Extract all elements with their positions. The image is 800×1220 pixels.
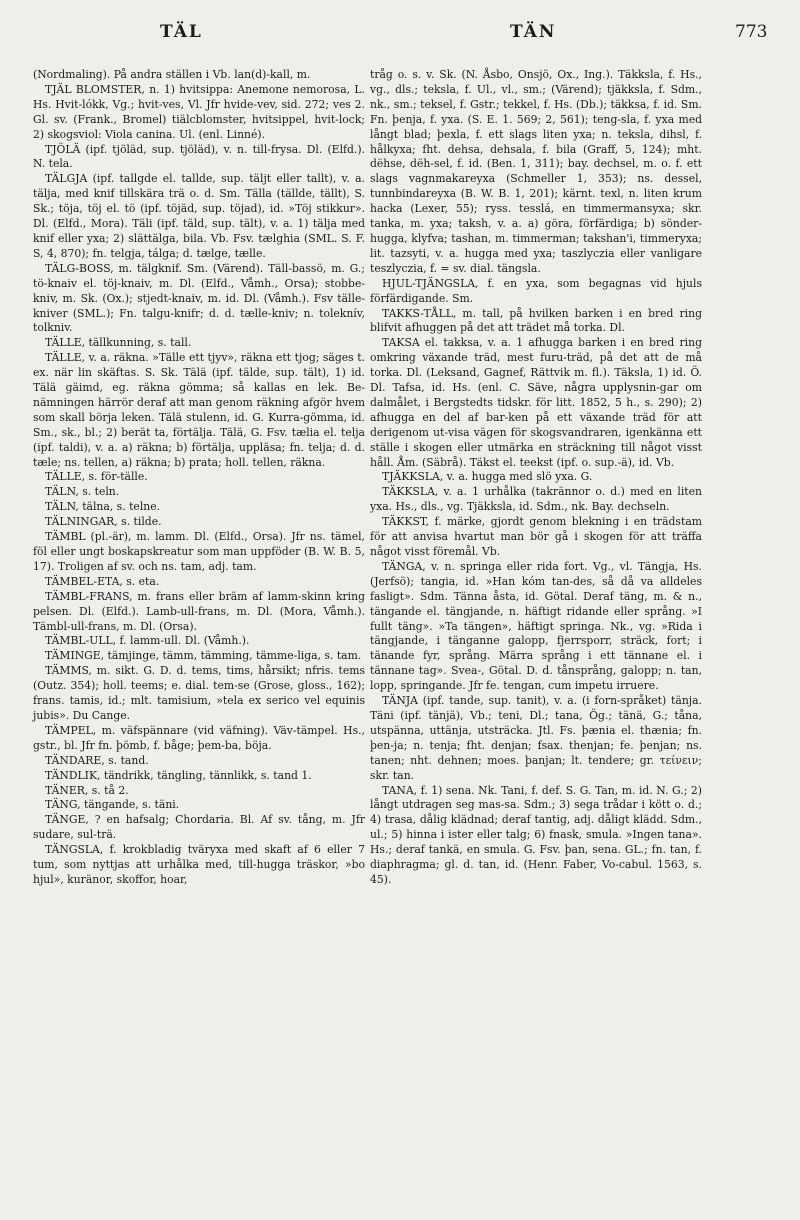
entry: TÄMPEL, m. väfspännare (vid väfning). Väv-tämpel. Hs., gstr., bl. Jfr fn. þömb, f. båge; þem-ba, böja. (33, 723, 365, 752)
entry: TÄMBL-ULL, f. lamm-ull. Dl. (Våmh.). (45, 634, 250, 648)
entry: TJÄL BLOMSTER, n. 1) hvitsippa: Anemone nemorosa, L. Hs. Hvit-lókk, Vg.; hvit-ves, Vl. Jfr hvide-vev, sid. 272; ves 2. Gl. sv. (Frank., Bromel) tiälcblomster, hvitsippel, hvit-lock; 2) skogsviol: Viola canina. Ul. (enl. Linné). (33, 82, 365, 141)
entry: TJÖLÄ (ipf. tjöläd, sup. tjöläd), v. n. till-frysa. Dl. (Elfd.). N. tela. (33, 142, 365, 171)
entry: TÄLGJA (ipf. tallgde el. tallde, sup. täljt eller tallt), v. a. tälja, med knif tillskära trä o. d. Sm. Tälla (tällde, tällt), S. Sk.; töja, töj el. tö (ipf. töjäd, sup. töjad), id. »Töj stikkur». Dl. (Elfd., Mora). Täli (ipf. täld, sup. tält), v. a. 1) tälja med knif eller yxa; 2) slättälga, bila. Vb. Fsv. tælghia (SML. S. F. S, 4, 870); fn. telgja, tálga; d. tælge, tælle. (33, 172, 365, 260)
entry: TÄMBL (pl.-är), m. lamm. Dl. (Elfd., Orsa). Jfr ns. tämel, föl eller ungt boskapskreatur som man uppföder (B. W. B. 5, 17). Troligen af sv. och ns. tam, adj. tam. (33, 530, 365, 573)
entry: tråg o. s. v. Sk. (N. Åsbo, Onsjö, Ox., Ing.). Täkksla, f. Hs., vg., dls.; teksla, f. Ul., vl., sm.; (Värend); tjäkksla, f. Sdm., nk., sm.; teksel, f. Gstr.; tekkel, f. Hs. (Db.); täkksa, f. id. Sm. Fn. þenja, f. yxa. (S. E. 1. 569; 2, 561); teng-sla, f. yxa med långt blad; þexla, f. ett slags liten yxa; n. teksla, dihsl, f. hålkyxa; fht. dehsa, dehsala, f. bila (Graff, 5, 124); mht. dëhse, dëh-sel, f. id. (Ben. 1, 311); bay. dechsel, m. o. f. ett slags vagnmakareyxa (Schmeller 1, 353); ns. dessel, tunnbindareyxa (B. W. B. 1, 201); kärnt. texl, n. liten krum hacka (Lexer, 55); ryss. tesslá, en timmermansyxa; skr. tanka, m. yxa; taksh, v. a. a) göra, förfärdiga; b) sönder-hugga, klyfva; tashan, m. timmerman; takshan'i, timmeryxa; lit. tazsyti, v. a. hugga med yxa; taszlyczia eller vanligare teszlyczia, f. = sv. dial. tängsla. (370, 68, 702, 275)
entry: TÄNDARE, s. tand. (45, 753, 149, 767)
entry: TÄKKST, f. märke, gjordt genom blekning i en trädstam för att anvisa hvartut man bör gå i skogen för att träffa något visst föremål. Vb. (370, 515, 702, 558)
entry: TÄLLE, s. för-tälle. (45, 470, 148, 484)
entry: TÄLN, tälna, s. telne. (45, 500, 161, 514)
entry: TÄKKSLA, v. a. 1 urhålka (takrännor o. d.) med en liten yxa. Hs., dls., vg. Tjäkksla, id. Sdm., nk. Bay. dechseln. (370, 485, 702, 514)
entry: TÄNJA (ipf. tande, sup. tanit), v. a. (i forn-språket) tänja. Täni (ipf. tänjä), Vb.; teni, Dl.; tana, Ög.; tänä, G.; tåna, utspänna, uttänja, utsträcka. Jtl. Fs. þænia el. thænia; fn. þen-ja; n. tenja; fht. denjan; fsax. thenjan; fe. þenjan; ns. tanen; nht. dehnen; moes. þanjan; lt. tendere; gr. τείνειν; skr. tan. (370, 694, 702, 782)
entry: TÄMMS, m. sikt. G. D. d. tems, tims, hårsikt; nfris. tems (Outz. 354); holl. teems; e. dial. tem-se (Grose, gloss., 162); frans. tamis, id.; mlt. tamisium, »tela ex serico vel equinis jubis». Du Cange. (33, 664, 365, 722)
entry: TÄLLE, v. a. räkna. »Tälle ett tjyv», räkna ett tjog; säges t. ex. när lin skäftas. S. Sk. Tälä (ipf. tälde, sup. tält), 1) id. Tälä gäimd, eg. räkna gömma; så kallas en lek. Be-nämningen härrör deraf att man genom räkning afgör hvem som skall börja leken. Tälä stulenn, id. G. Kurra-gömma, id. Sm., sk., bl.; 2) berät ta, förtälja. Tälä, G. Fsv. tælia el. telja (ipf. taldi), v. a. a) räkna; b) förtälja, uppläsa; fn. telja; d. d. tæle; ns. tellen, a) räkna; b) prata; holl. tellen, räkna. (33, 351, 365, 469)
entry: TÄNGA, v. n. springa eller rida fort. Vg., vl. Tängja, Hs. (Jerfsö); tangia, id. »Han kóm tan-des, så då va alldeles fasligt». Sdm. Tänna åsta, id. Götal. Deraf täng, m. & n., tängande el. tängjande, n. häftigt ridande eller språng. »I fullt täng». »Ta tängen», häftigt springa. Nk., vg. »Rida i tängjande, i tänganne galopp, fjerrsporr, sträck, fort; i tänande fyr, språng. Märra språng i ett tännane el. i tännane tag». Svea-, Götal. D. d. tånsprång, galopp; n. tan, lopp, springande. Jfr fe. tengan, cum impetu irruere. (370, 559, 702, 693)
entry: TÄLN, s. teln. (45, 485, 120, 499)
entry: TAKSA el. takksa, v. a. 1 afhugga barken i en bred ring omkring växande träd, mest furu-träd, på det att de må torka. Dl. (Leksand, Gagnef, Rättvik m. fl.). Täksla, 1) id. Ö. Dl. Tafsa, id. Hs. (enl. C. Säve, några upplysnin-gar om dalmålet, i Bergstedts tidskr. för litt. 1852, 5 h., s. 290); 2) afhugga en del af bar-ken på ett växande träd för att derigenom ut-visa vägen för skogsvandraren, igenkänna ett ställe i skogen eller utmärka en sträckning till något visst håll. Åm. (Säbrå). Täkst el. teekst (ipf. o. sup.-ä), id. Vb. (370, 336, 702, 469)
entry: TÄMBL-FRANS, m. frans eller bräm af lamm-skinn kring pelsen. Dl. (Elfd.). Lamb-ull-frans, m. Dl. (Mora, Våmh.). Tämbl-ull-frans, m. Dl. (Orsa). (33, 589, 365, 633)
entry: TÄLLE, tällkunning, s. tall. (45, 336, 192, 350)
entry: TÄNDLIK, tändrikk, tängling, tännlikk, s. tand 1. (45, 768, 312, 782)
entry: TÄLG-BOSS, m. tälgknif. Sm. (Värend). Täll-bassö, m. G.; tö-knaiv el. töj-knaiv, m. Dl. (Elfd., Våmh., Orsa); stobbe-kniv, m. Sk. (Ox.); stjedt-knaiv, m. id. Dl. (Våmh.). Fsv tälle-kniver (SML.); Fn. talgu-knifr; d. d. tælle-kniv; n. toleknív, tolkniv. (33, 261, 365, 335)
entry: TJÄKKSLA, v. a. hugga med slö yxa. G. (382, 470, 593, 484)
entry: TÄNGSLA, f. krokbladig tväryxa med skaft af 6 eller 7 tum, som nyttjas att urhålka med, till-hugga träskor, »bo hjul», kuränor, skoffor, hoar, (33, 843, 365, 886)
entry: TÄMBEL-ETA, s. eta. (45, 574, 160, 588)
entry: TÄNG, tängande, s. täni. (45, 798, 180, 812)
right-column (370, 68, 702, 888)
entry: TÄLNINGAR, s. tilde. (45, 515, 162, 529)
entry: (Nordmaling). På andra ställen i Vb. lan(d)-kall, m. (33, 68, 311, 81)
entry: TÄNER, s. tå 2. (45, 783, 129, 797)
entry: TÄMINGE, tämjinge, tämm, tämming, tämme-liga, s. tam. (45, 649, 362, 663)
left-column (33, 68, 365, 888)
page-number: 773 (735, 22, 768, 42)
running-head-right: TÄN (510, 22, 557, 42)
running-head-left: TÄL (160, 22, 203, 42)
entry: TÄNGE, ? en hafsalg; Chordaria. Bl. Af sv. tång, m. Jfr sudare, sul-trä. (33, 813, 365, 842)
entry: TANA, f. 1) sena. Nk. Tani, f. def. S. G. Tan, m. id. N. G.; 2) långt utdragen seg mas-sa. Sdm.; 3) sega trådar i kött o. d.; 4) trasa, dålig klädnad; deraf tantig, adj. dåligt klädd. Sdm., ul.; 5) hinna i ister eller talg; 6) fnask, smula. »Ingen tana». Hs.; deraf tankä, en smula. G. Fsv. þan, sena. GL.; fn. tan, f. diaphragma; gl. d. tan, id. (Henr. Faber, Vo-cabul. 1563, s. 45). (370, 783, 702, 886)
entry: TAKKS-TÅLL, m. tall, på hvilken barken i en bred ring blifvit afhuggen på det att trädet må torka. Dl. (370, 306, 702, 335)
entry: HJUL-TJÄNGSLA, f. en yxa, som begagnas vid hjuls förfärdigande. Sm. (370, 276, 702, 305)
